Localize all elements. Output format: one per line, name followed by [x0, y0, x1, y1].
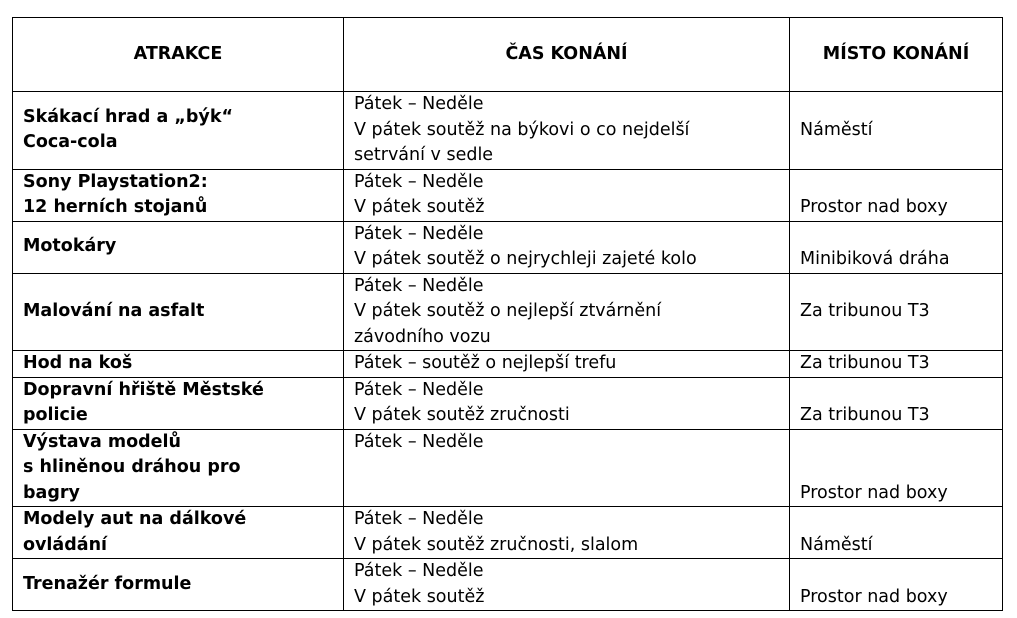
attraction-cell — [13, 273, 344, 351]
time-line: Pátek – Neděle — [354, 561, 484, 581]
time-cell — [344, 377, 790, 429]
attraction-name-line: Trenažér formule — [23, 573, 192, 594]
place-cell: Náměstí — [790, 92, 1003, 170]
table-row — [13, 273, 1003, 351]
time-line: Pátek – soutěž o nejlepší trefu — [354, 353, 617, 373]
time-line: V pátek soutěž zručnosti, slalom — [354, 534, 639, 555]
place-cell: Za tribunou T3 — [790, 273, 1003, 351]
time-line: Pátek – Neděle — [354, 275, 484, 296]
attraction-name-line: Dopravní hřiště Městské — [23, 379, 264, 400]
attractions-table — [12, 17, 1003, 611]
time-cell — [344, 507, 790, 559]
attraction-name-line: 12 herních stojanů — [23, 197, 208, 217]
place-cell: Prostor nad boxy — [790, 559, 1003, 611]
attraction-name-line: policie — [23, 405, 88, 425]
table-row — [13, 221, 1003, 273]
attraction-cell — [13, 351, 344, 378]
place-cell: Prostor nad boxy — [790, 429, 1003, 507]
header-row — [13, 18, 1003, 92]
attraction-name-line: Skákací hrad a „býk“ — [23, 106, 233, 127]
table-row — [13, 351, 1003, 378]
header-cas-konani: ČAS KONÁNÍ — [344, 18, 790, 92]
header-misto-konani: MÍSTO KONÁNÍ — [790, 18, 1003, 92]
time-cell — [344, 559, 790, 611]
time-line: Pátek – Neděle — [354, 431, 484, 452]
attraction-cell — [13, 221, 344, 273]
attraction-name-line: s hliněnou dráhou pro — [23, 457, 241, 477]
time-cell — [344, 429, 790, 507]
time-cell — [344, 221, 790, 273]
table-row — [13, 169, 1003, 221]
time-line: setrvání v sedle — [354, 145, 494, 165]
time-line: V pátek soutěž na býkovi o co nejdelší — [354, 119, 690, 140]
time-cell — [344, 169, 790, 221]
header-atrakce: ATRAKCE — [13, 18, 344, 92]
time-line: Pátek – Neděle — [354, 509, 484, 529]
attraction-cell — [13, 377, 344, 429]
time-cell — [344, 273, 790, 351]
table-row — [13, 92, 1003, 170]
place-cell: Za tribunou T3 — [790, 351, 1003, 378]
place-cell: Náměstí — [790, 507, 1003, 559]
time-cell — [344, 92, 790, 170]
attraction-name-line: Modely aut na dálkové — [23, 509, 247, 529]
attraction-name-line: Sony Playstation2: — [23, 171, 208, 192]
table-row — [13, 507, 1003, 559]
attraction-name-line: Hod na koš — [23, 353, 133, 373]
attraction-cell — [13, 507, 344, 559]
time-line: Pátek – Neděle — [354, 171, 484, 192]
time-line: V pátek soutěž o nejlepší ztvárnění — [354, 301, 662, 321]
attraction-cell — [13, 169, 344, 221]
place-cell: Za tribunou T3 — [790, 377, 1003, 429]
place-cell: Prostor nad boxy — [790, 169, 1003, 221]
attraction-cell — [13, 559, 344, 611]
time-line: V pátek soutěž zručnosti — [354, 405, 570, 425]
time-line: Pátek – Neděle — [354, 94, 484, 114]
time-line: závodního vozu — [354, 326, 491, 347]
table-row — [13, 429, 1003, 507]
time-line: V pátek soutěž o nejrychleji zajeté kolo — [354, 249, 697, 269]
attraction-name-line: Coca-cola — [23, 132, 118, 153]
table-row — [13, 377, 1003, 429]
attraction-name-line: Malování na asfalt — [23, 301, 205, 321]
time-line: Pátek – Neděle — [354, 223, 484, 244]
time-line: V pátek soutěž — [354, 197, 485, 217]
time-line: Pátek – Neděle — [354, 379, 484, 400]
time-line: V pátek soutěž — [354, 586, 485, 607]
time-cell — [344, 351, 790, 378]
table-row — [13, 559, 1003, 611]
attraction-name-line: bagry — [23, 482, 80, 503]
attraction-cell — [13, 92, 344, 170]
attraction-name-line: Výstava modelů — [23, 431, 181, 452]
attraction-cell — [13, 429, 344, 507]
place-cell: Minibiková dráha — [790, 221, 1003, 273]
attraction-name-line: ovládání — [23, 534, 108, 555]
attraction-name-line: Motokáry — [23, 236, 117, 257]
